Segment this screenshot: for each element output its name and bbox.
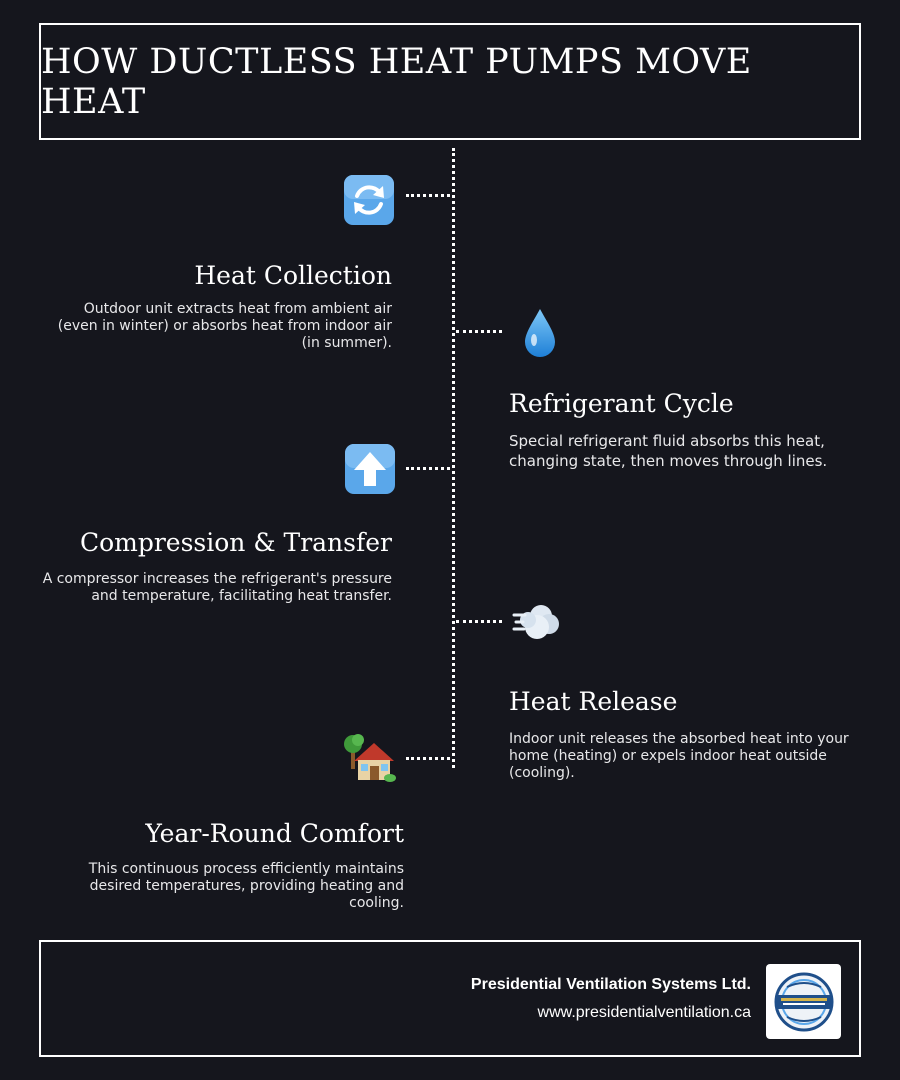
title-banner: [39, 23, 861, 140]
step-2-description: Special refrigerant fluid absorbs this heat, changing state, then moves through lines.: [509, 432, 828, 470]
company-website-link[interactable]: www.presidentialventilation.ca: [537, 1004, 751, 1021]
cycle-arrows-icon: [343, 174, 395, 226]
step-3-title: Compression & Transfer: [79, 528, 392, 557]
connector-step-5: [406, 757, 450, 760]
connector-step-3: [406, 467, 450, 470]
step-5-description: This continuous process efficiently maintains desired temperatures, providing heating and cooling.: [88, 861, 404, 911]
timeline-line: [452, 148, 455, 768]
droplet-icon: [514, 306, 566, 358]
step-3-description: A compressor increases the refrigerant's pressure and temperature, facilitating heat transfer.: [42, 571, 392, 604]
up-arrow-icon: [344, 443, 396, 495]
step-1-description: Outdoor unit extracts heat from ambient air (even in winter) or absorbs heat from indoor air (in summer).: [57, 301, 392, 351]
company-logo: [766, 964, 841, 1039]
step-4-description: Indoor unit releases the absorbed heat into your home (heating) or expels indoor heat outside (cooling).: [509, 731, 849, 781]
connector-step-2: [456, 330, 502, 333]
step-5-title: Year-Round Comfort: [145, 819, 404, 848]
step-2-title: Refrigerant Cycle: [509, 389, 734, 418]
connector-step-4: [456, 620, 502, 623]
company-name: Presidential Ventilation Systems Ltd.: [470, 976, 751, 993]
step-4-title: Heat Release: [509, 687, 678, 716]
house-with-tree-icon: [344, 731, 396, 783]
step-1-title: Heat Collection: [194, 261, 392, 290]
footer-box: [39, 940, 861, 1057]
wind-puff-icon: [511, 594, 563, 646]
page-title: HOW DUCTLESS HEAT PUMPS MOVE HEAT: [41, 41, 752, 122]
connector-step-1: [406, 194, 450, 197]
